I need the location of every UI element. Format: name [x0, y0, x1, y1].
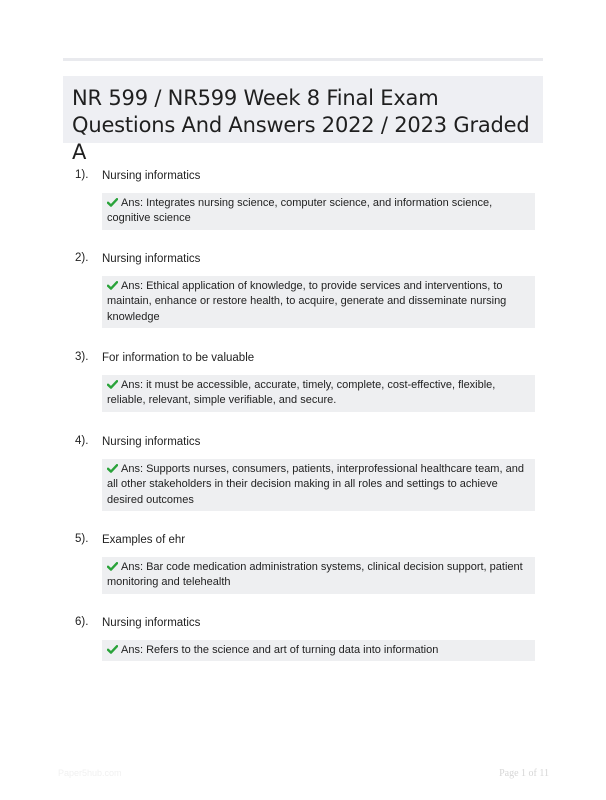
footer-site-watermark: Paper5hub.com [58, 768, 122, 778]
answer-box [102, 640, 535, 661]
answer-text: Ans: Supports nurses, consumers, patients, interprofessional healthcare team, and all other stakeholders in their decision making in all roles and settings to achieve desired outcomes [107, 463, 524, 506]
document-title: NR 599 / NR599 Week 8 Final Exam Questions And Answers 2022 / 2023 Graded A [72, 86, 530, 164]
question-text: Nursing informatics [102, 617, 201, 629]
page-number: Page 1 of 11 [499, 768, 549, 779]
checkmark-icon [107, 464, 118, 473]
question-number: 4). [75, 435, 89, 447]
answer-text: Ans: Refers to the science and art of turning data into information [121, 644, 439, 656]
answer-box [102, 276, 535, 328]
question-text: Examples of ehr [102, 534, 186, 546]
answer-box [102, 459, 535, 511]
answer-box [102, 557, 535, 594]
checkmark-icon [107, 380, 118, 389]
answer-text: Ans: Integrates nursing science, computer science, and information science, cognitive science [107, 197, 493, 225]
question-text: For information to be valuable [102, 352, 255, 364]
question-number: 6). [75, 616, 89, 628]
top-divider [63, 58, 543, 61]
question-number: 1). [75, 169, 89, 181]
checkmark-icon [107, 198, 118, 207]
question-number: 5). [75, 533, 89, 545]
answer-box [102, 193, 535, 230]
checkmark-icon [107, 281, 118, 290]
title-banner [63, 76, 543, 164]
question-text: Nursing informatics [102, 253, 201, 265]
question-number: 2). [75, 252, 89, 264]
answer-text: Ans: Ethical application of knowledge, to provide services and interventions, to maintain, enhance or restore health, to acquire, generate and disseminate nursing knowledge [107, 280, 507, 323]
checkmark-icon [107, 562, 118, 571]
question-number: 3). [75, 351, 89, 363]
question-text: Nursing informatics [102, 436, 201, 448]
answer-box [102, 375, 535, 412]
checkmark-icon [107, 645, 118, 654]
question-text: Nursing informatics [102, 170, 201, 182]
answer-text: Ans: it must be accessible, accurate, timely, complete, cost-effective, flexible, reliable, relevant, simple verifiable, and secure. [107, 379, 496, 407]
answer-text: Ans: Bar code medication administration systems, clinical decision support, patient monitoring and telehealth [107, 561, 523, 589]
